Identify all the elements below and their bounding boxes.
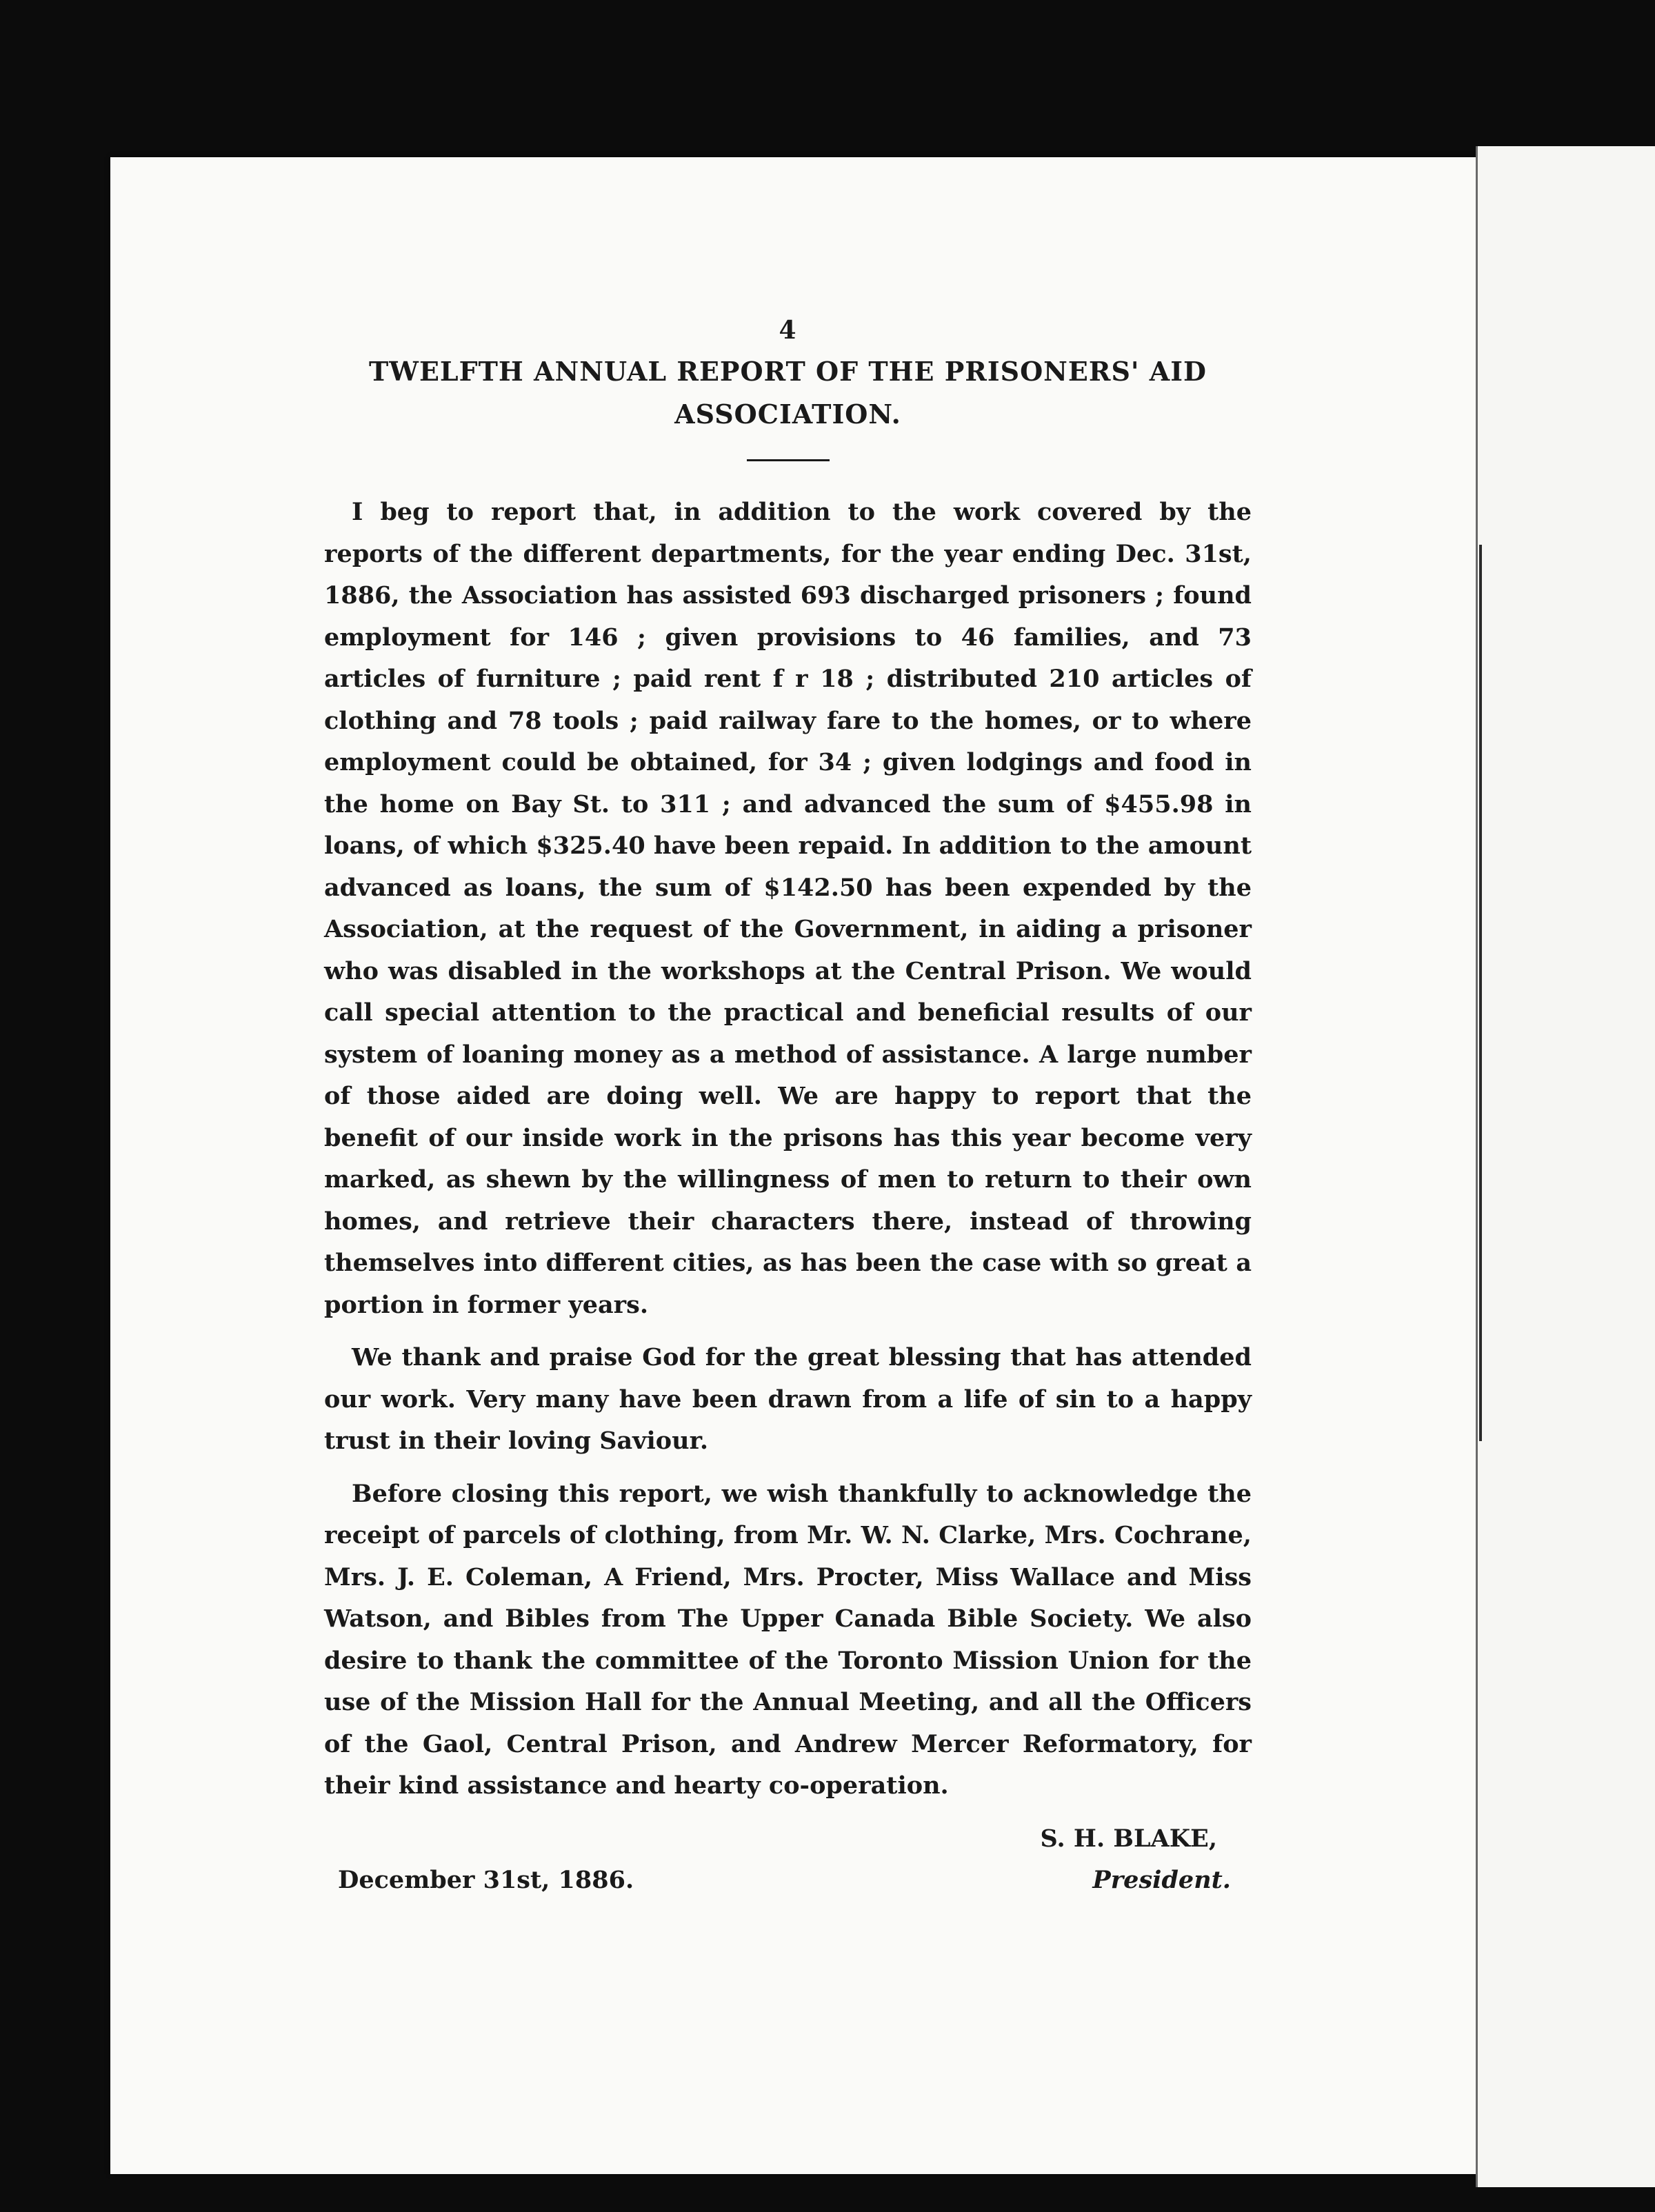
report-paragraph-1: I beg to report that, in addition to the work covered by the reports of the different departments, for the year ending Dec. 31st, 1886, the Association has assisted 693 discharged prisoners ; found employment for 146 ; given provisions to 46 families, and 73 articles of furniture ; paid rent f r 18 ; distributed 210 articles of clothing and 78 tools ; paid railway fare to the homes, or to where employment could be obtained, for 34 ; given lodgings and food in the home on Bay St. to 311 ; and advanced the sum of $455.98 in loans, of which $325.40 have been repaid. In addition to the amount advanced as loans, the sum of $142.50 has been expended by the Association, at the request of the Government, in aiding a prisoner who was disabled in the workshops at the Central Prison. We would call special attention to the practical and beneficial results of our system of loaning money as a method of assistance. A large number of those aided are doing well. We are happy to report that the benefit of our inside work in the prisons has this year become very marked, as shewn by the willingness of men to return to their own homes, and retrieve their characters there, instead of throwing themselves into different cities, as has been the case with so great a portion in former years. (324, 498, 1252, 1319)
page-number: 4 (779, 316, 797, 345)
signature-block (324, 1818, 1252, 1908)
document-page (110, 157, 1479, 2174)
title-divider (747, 459, 830, 461)
signatory-title: President. (1092, 1865, 1231, 1894)
binding-line (1479, 545, 1482, 1441)
report-paragraph-2: We thank and praise God for the great blessing that has attended our work. Very many have been drawn from a life of sin to a happy trust in their loving Saviour. (324, 1343, 1252, 1455)
adjacent-page-edge (1476, 146, 1655, 2187)
report-date: December 31st, 1886. (338, 1865, 634, 1894)
report-title: TWELFTH ANNUAL REPORT OF THE PRISONERS' AID ASSOCIATION. (369, 356, 1207, 430)
signatory-name: S. H. BLAKE, (1040, 1824, 1217, 1853)
page-content (324, 316, 1252, 1908)
report-paragraph-3: Before closing this report, we wish thankfully to acknowledge the receipt of parcels of clothing, from Mr. W. N. Clarke, Mrs. Cochrane, Mrs. J. E. Coleman, A Friend, Mrs. Procter, Miss Wallace and Miss Watson, and Bibles from The Upper Canada Bible Society. We also desire to thank the committee of the Toronto Mission Union for the use of the Mission Hall for the Annual Meeting, and all the Officers of the Gaol, Central Prison, and Andrew Mercer Reformatory, for their kind assistance and hearty co-operation. (324, 1479, 1252, 1800)
